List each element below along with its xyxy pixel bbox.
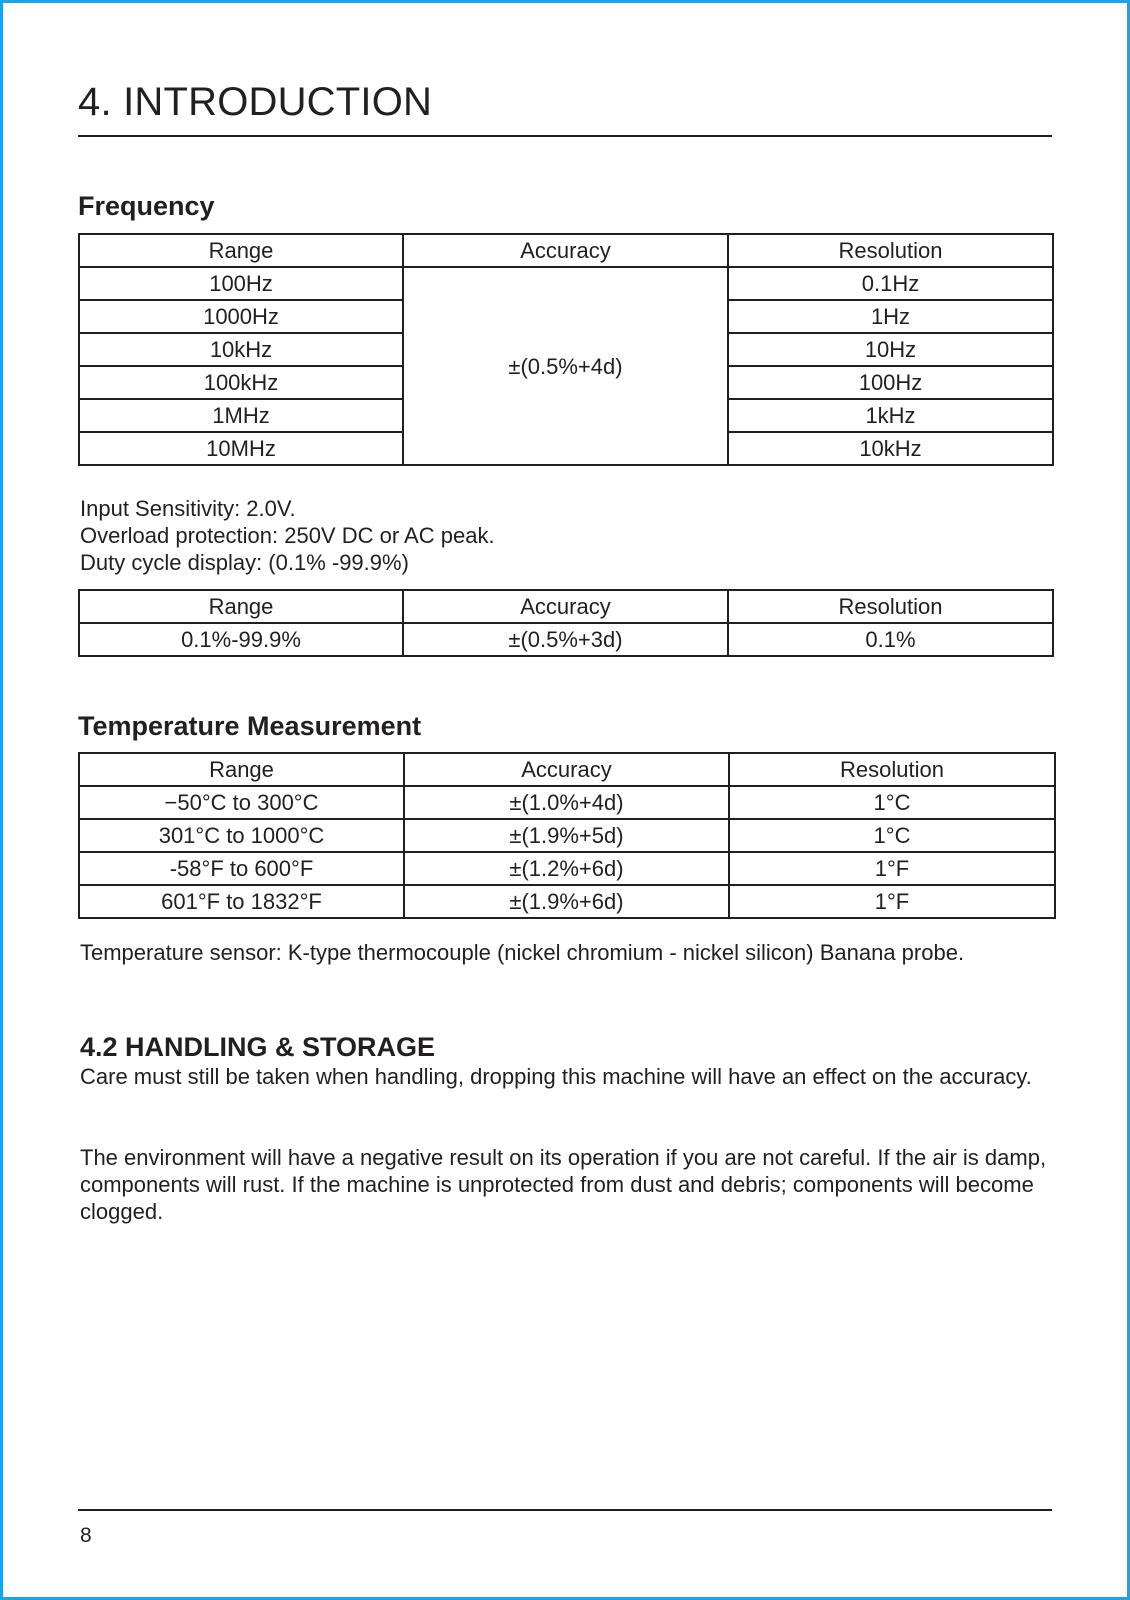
frequency-notes	[80, 495, 495, 576]
table-row	[79, 885, 1055, 918]
cell-resolution: 1°F	[729, 885, 1055, 918]
header-range: Range	[79, 590, 403, 623]
page-title: 4. INTRODUCTION	[78, 80, 433, 124]
cell-resolution: 10kHz	[728, 432, 1053, 465]
cell-range: 1MHz	[79, 399, 403, 432]
cell-range: 10kHz	[79, 333, 403, 366]
table-header-row	[79, 234, 1053, 267]
cell-range: 100Hz	[79, 267, 403, 300]
table-row	[79, 819, 1055, 852]
cell-range: 100kHz	[79, 366, 403, 399]
handling-storage-heading: 4.2 HANDLING & STORAGE	[80, 1032, 436, 1062]
cell-accuracy: ±(0.5%+3d)	[403, 623, 728, 656]
cell-resolution: 0.1Hz	[728, 267, 1053, 300]
cell-range: 1000Hz	[79, 300, 403, 333]
temperature-sensor-note: Temperature sensor: K-type thermocouple (nickel chromium - nickel silicon) Banana probe.	[80, 940, 965, 965]
header-resolution: Resolution	[728, 590, 1053, 623]
table-row	[79, 267, 1053, 300]
table-header-row	[79, 590, 1053, 623]
header-resolution: Resolution	[729, 753, 1055, 786]
note-input-sensitivity: Input Sensitivity: 2.0V.	[80, 496, 296, 521]
cell-range: 10MHz	[79, 432, 403, 465]
cell-resolution: 1°F	[729, 852, 1055, 885]
header-range: Range	[79, 753, 404, 786]
cell-accuracy: ±(1.0%+4d)	[404, 786, 729, 819]
title-divider	[78, 135, 1052, 137]
header-accuracy: Accuracy	[403, 590, 728, 623]
frequency-heading: Frequency	[78, 191, 215, 221]
cell-range: 301°C to 1000°C	[79, 819, 404, 852]
cell-range: -58°F to 600°F	[79, 852, 404, 885]
temperature-table	[78, 752, 1056, 919]
frequency-table	[78, 233, 1054, 466]
table-row	[79, 623, 1053, 656]
cell-resolution: 1Hz	[728, 300, 1053, 333]
cell-accuracy: ±(1.9%+6d)	[404, 885, 729, 918]
cell-resolution: 100Hz	[728, 366, 1053, 399]
table-row	[79, 786, 1055, 819]
header-accuracy: Accuracy	[403, 234, 728, 267]
cell-range: −50°C to 300°C	[79, 786, 404, 819]
temperature-heading: Temperature Measurement	[78, 711, 422, 741]
note-duty-cycle: Duty cycle display: (0.1% -99.9%)	[80, 550, 409, 575]
cell-resolution: 1kHz	[728, 399, 1053, 432]
cell-resolution: 1°C	[729, 786, 1055, 819]
page-number: 8	[80, 1524, 92, 1547]
header-accuracy: Accuracy	[404, 753, 729, 786]
cell-resolution: 0.1%	[728, 623, 1053, 656]
cell-resolution: 10Hz	[728, 333, 1053, 366]
cell-range: 0.1%-99.9%	[79, 623, 403, 656]
cell-resolution: 1°C	[729, 819, 1055, 852]
header-resolution: Resolution	[728, 234, 1053, 267]
cell-accuracy-merged: ±(0.5%+4d)	[403, 267, 728, 465]
handling-paragraph-1: Care must still be taken when handling, dropping this machine will have an effect on the accuracy.	[80, 1064, 1032, 1089]
table-row	[79, 852, 1055, 885]
header-range: Range	[79, 234, 403, 267]
footer-divider	[78, 1509, 1052, 1511]
duty-cycle-table	[78, 589, 1054, 657]
cell-accuracy: ±(1.9%+5d)	[404, 819, 729, 852]
cell-accuracy: ±(1.2%+6d)	[404, 852, 729, 885]
cell-range: 601°F to 1832°F	[79, 885, 404, 918]
handling-paragraph-2: The environment will have a negative result on its operation if you are not careful. If the air is damp, components will rust. If the machine is unprotected from dust and debris; components will become clogged.	[80, 1145, 1047, 1224]
table-header-row	[79, 753, 1055, 786]
note-overload-protection: Overload protection: 250V DC or AC peak.	[80, 523, 495, 548]
